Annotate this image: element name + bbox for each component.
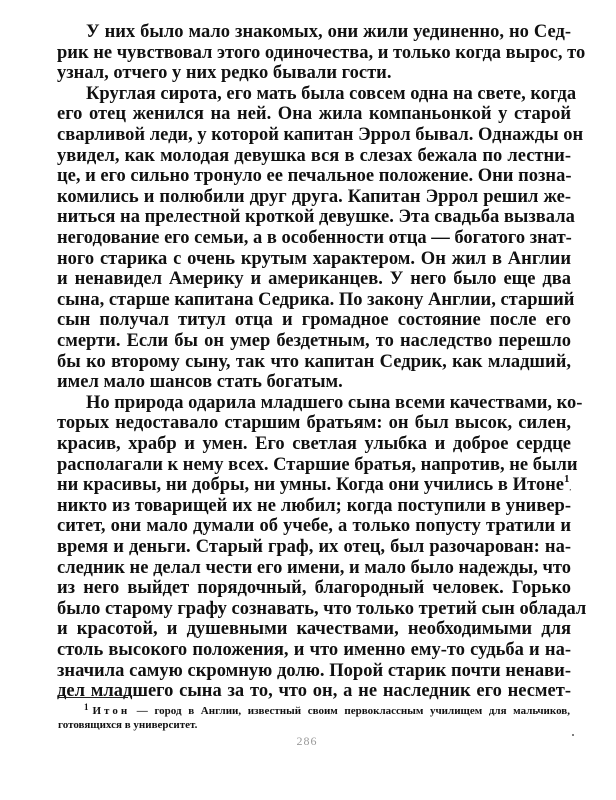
- text-line: следник не делал чести его имени, и мало было надежды, что: [57, 557, 571, 578]
- text-line: У них было мало знакомых, они жили уединенно, но Сед-: [86, 22, 571, 42]
- text-line: негодование его семьи, а в особенности отца — богатого знат-: [57, 228, 572, 248]
- footnote-reference: 1: [564, 473, 570, 486]
- text-line: его отец женился на ней. Она жила компаньонкой у старой: [57, 104, 571, 125]
- text-line: торых недоставало старшим братьям: он был высок, силен,: [57, 413, 571, 434]
- text-line: имел мало шансов стать богатым.: [57, 372, 343, 393]
- text-line: бы ко второму сыну, так что капитан Седрик, как младший,: [57, 351, 571, 372]
- text-line: рик не чувствовал этого одиночества, и только когда вырос, то: [57, 42, 586, 63]
- text-line: це, и его сильно тронуло ее печальное положение. Они позна-: [57, 166, 572, 187]
- footnote-divider: [58, 697, 128, 698]
- text-line: значила самую скромную долю. Порой старик почти ненави-: [57, 660, 571, 681]
- text-line: Круглая сирота, его мать была совсем одна на свете, когда: [86, 83, 577, 104]
- text-line: ного старика с очень крутым характером. Он жил в Англии: [57, 248, 571, 269]
- text-line: было старому графу сознавать, что только третий сын обладал: [57, 598, 587, 619]
- text-line: сын получал титул отца и громадное состояние после его: [57, 310, 571, 331]
- text-line: сварливой леди, у которой капитан Эррол бывал. Однажды он: [57, 125, 584, 145]
- text-line: красив, храбр и умен. Его светлая улыбка и доброе сердце: [57, 434, 571, 454]
- text-line: никто из товарищей их не любил; когда поступили в универ-: [57, 495, 571, 516]
- text-line: столь высокого положения, и что именно ему-то судьба и на-: [57, 640, 571, 660]
- footnote-text: — город в Англии, известный своим первоклассным училищем для мальчиков,: [130, 705, 570, 717]
- footnote-term: Итон: [92, 705, 131, 717]
- footnote-marker: 1: [84, 702, 89, 712]
- text-line: и ненавидел Америку и американцев. У него было еще два: [57, 269, 571, 290]
- text-line: дел младшего сына за то, что он, а не наследник его несмет-: [57, 681, 571, 702]
- text-line: увидел, как молодая девушка вся в слезах бежала по лестни-: [57, 145, 571, 166]
- text-line-content: ни красивы, ни добры, ни умны. Когда они учились в Итоне: [57, 475, 564, 496]
- text-line: располагали к нему всех. Старшие братья, напротив, не были: [57, 454, 578, 475]
- text-line: ситет, они мало думали об учебе, а только попусту тратили и: [57, 516, 571, 537]
- footnote-line: готовящихся в университет.: [58, 719, 198, 731]
- print-speck: [572, 734, 574, 736]
- footnote-line: [84, 704, 570, 718]
- text-line: время и деньги. Старый граф, их отец, был разочарован: на-: [57, 537, 571, 557]
- text-line: Но природа одарила младшего сына всеми качествами, ко-: [86, 392, 583, 413]
- page-number: 286: [296, 734, 318, 748]
- text-line: смерти. Если бы он умер бездетным, то наследство перешло: [57, 331, 571, 351]
- text-line: ни красивы, ни добры, ни умны. Когда они учились в Итоне$^1$,: [57, 473, 571, 496]
- text-line: ниться на прелестной кроткой девушке. Эта свадьба вызвала: [57, 207, 575, 228]
- text-line: из него выйдет порядочный, благородный человек. Горько: [57, 578, 571, 599]
- text-line: и красотой, и душевными качествами, необходимыми для: [57, 619, 571, 640]
- text-line: узнал, отчего у них редко бывали гости.: [57, 63, 392, 84]
- text-line: комились и полюбили друг друга. Капитан Эррол решил же-: [57, 186, 571, 207]
- text-line: сына, старше капитана Седрика. По закону Англии, старший: [57, 289, 575, 310]
